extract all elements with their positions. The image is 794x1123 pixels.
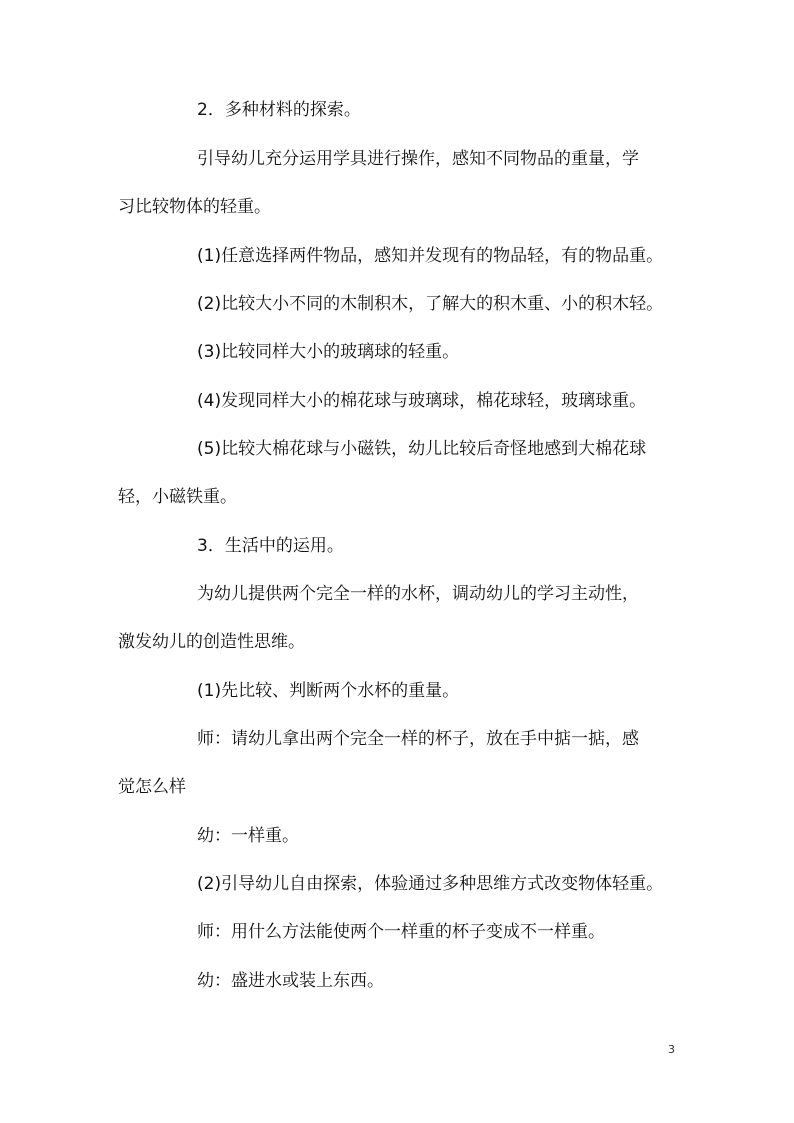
paragraph-line: 引导幼儿充分运用学具进行操作，感知不同物品的重量，学 — [197, 149, 639, 169]
list-item-3: (3)比较同样大小的玻璃球的轻重。 — [197, 342, 460, 362]
list-item-4: (4)发现同样大小的棉花球与玻璃球，棉花球轻，玻璃球重。 — [197, 391, 647, 411]
list-item-5-continued: 轻，小磁铁重。 — [118, 487, 237, 507]
paragraph-line: 激发幼儿的创造性思维。 — [118, 632, 305, 652]
section-heading-2: 2．多种材料的探索。 — [197, 100, 361, 120]
paragraph-line: 为幼儿提供两个完全一样的水杯，调动幼儿的学习主动性， — [197, 584, 639, 604]
page-number: 3 — [668, 1043, 675, 1056]
list-item-5: (5)比较大棉花球与小磁铁，幼儿比较后奇怪地感到大棉花球 — [197, 439, 647, 459]
dialogue-child: 幼：盛进水或装上东西。 — [197, 971, 384, 991]
section-heading-3: 3．生活中的运用。 — [197, 536, 344, 556]
list-item-1: (1)先比较、判断两个水杯的重量。 — [197, 681, 460, 701]
paragraph-line: 习比较物体的轻重。 — [118, 197, 271, 217]
list-item-2: (2)引导幼儿自由探索，体验通过多种思维方式改变物体轻重。 — [197, 874, 664, 894]
dialogue-teacher: 师：请幼儿拿出两个完全一样的杯子，放在手中掂一掂，感 — [197, 729, 639, 749]
list-item-2: (2)比较大小不同的木制积木，了解大的积木重、小的积木轻。 — [197, 294, 664, 314]
dialogue-child: 幼：一样重。 — [197, 826, 299, 846]
list-item-1: (1)任意选择两件物品，感知并发现有的物品轻，有的物品重。 — [197, 246, 664, 266]
dialogue-teacher-continued: 觉怎么样 — [118, 777, 186, 797]
dialogue-teacher: 师：用什么方法能使两个一样重的杯子变成不一样重。 — [197, 922, 605, 942]
